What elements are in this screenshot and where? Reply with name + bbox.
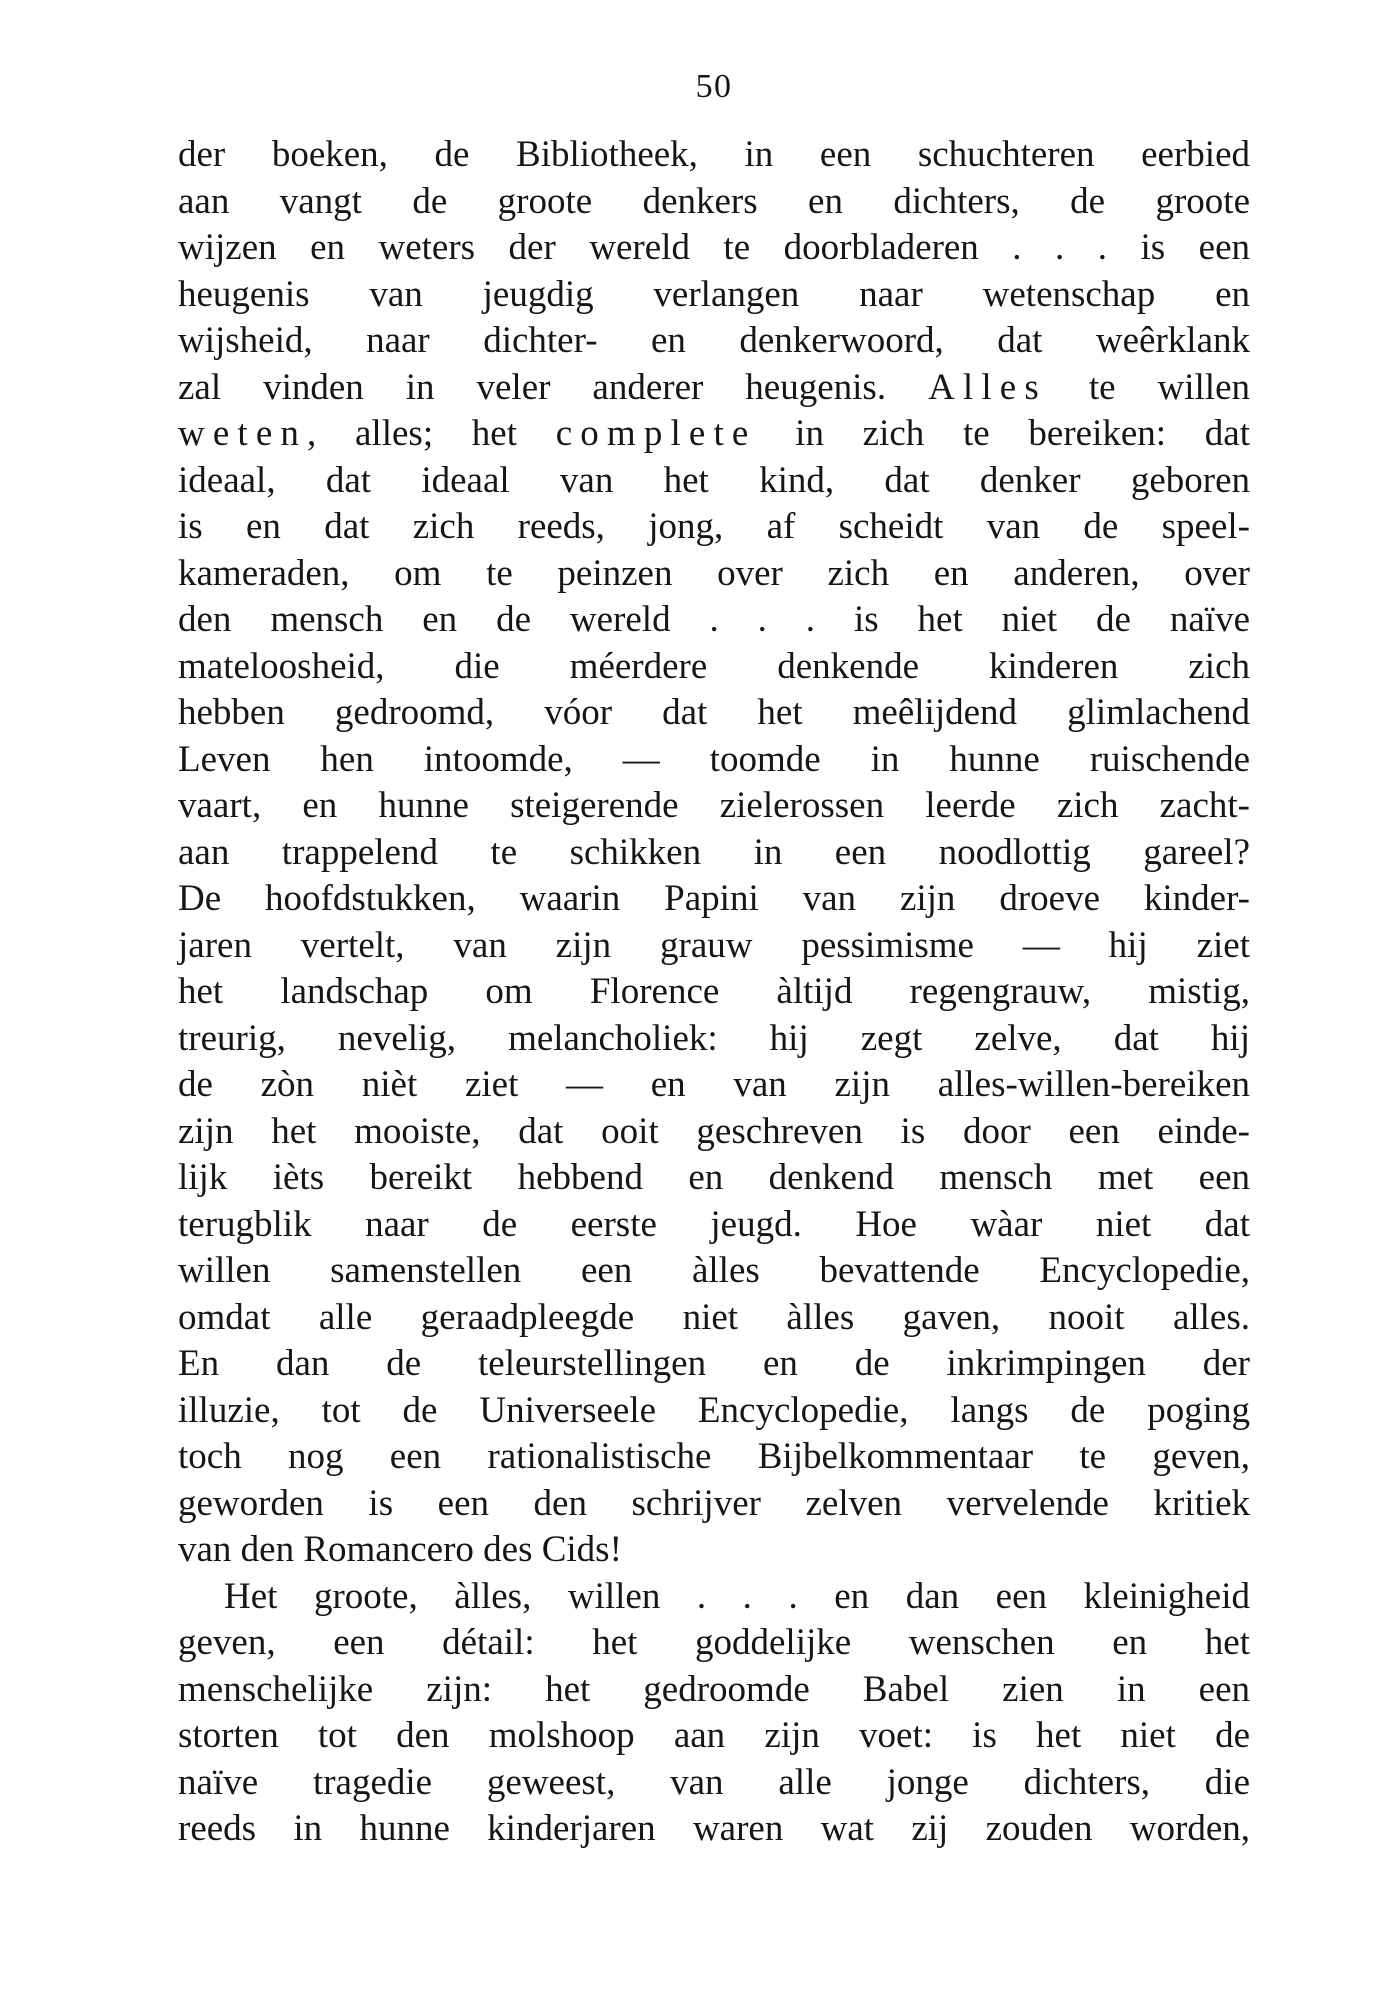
text-segment: Het groote, àlles, willen . . . en dan een kleinigheid — [224, 1575, 1250, 1617]
text-segment: de zòn nièt ziet — en van zijn alles-willen-bereiken — [178, 1064, 1250, 1105]
text-segment: den mensch en de wereld . . . is het niet de naïve — [178, 599, 1250, 640]
text-line — [178, 551, 1250, 598]
text-line — [178, 783, 1250, 830]
text-line — [178, 1341, 1250, 1388]
text-line — [178, 1620, 1250, 1667]
text-line — [178, 690, 1250, 737]
text-segment: Leven hen intoomde, — toomde in hunne ruischende — [178, 738, 1250, 780]
text-segment: aan vangt de groote denkers en dichters, de groote — [178, 180, 1250, 222]
text-line — [178, 1248, 1250, 1295]
text-segment: der boeken, de Bibliotheek, in een schuchteren eerbied — [178, 134, 1250, 175]
text-segment: wijzen en weters der wereld te doorbladeren . . . is een — [178, 227, 1250, 268]
page-number: 50 — [695, 68, 733, 105]
text-segment: toch nog een rationalistische Bijbelkommentaar te geven, — [178, 1436, 1250, 1477]
text-segment: mateloosheid, die méerdere denkende kinderen zich — [178, 645, 1250, 687]
text-line — [178, 1109, 1250, 1156]
text-segment: kameraden, om te peinzen over zich en anderen, over — [178, 552, 1250, 594]
text-line — [178, 225, 1250, 272]
text-segment: te willen — [1046, 366, 1250, 408]
text-segment: zijn het mooiste, dat ooit geschreven is door een einde- — [178, 1110, 1250, 1152]
text-segment: het landschap om Florence àltijd regengrauw, mistig, — [178, 971, 1250, 1012]
text-segment: , alles; het — [307, 413, 556, 454]
text-line — [178, 1062, 1250, 1109]
text-line — [178, 830, 1250, 877]
text-segment: omdat alle geraadpleegde niet àlles gaven, nooit alles. — [178, 1296, 1250, 1338]
text-segment: storten tot den molshoop aan zijn voet: is het niet de — [178, 1715, 1250, 1756]
text-segment: vaart, en hunne steigerende zielerossen leerde zich zacht- — [178, 785, 1250, 826]
text-line — [178, 179, 1250, 226]
text-line — [178, 1481, 1250, 1528]
text-line — [178, 1760, 1250, 1807]
text-line — [178, 318, 1250, 365]
text-line — [178, 1667, 1250, 1714]
text-segment: geven, een détail: het goddelijke wenschen en het — [178, 1622, 1250, 1663]
text-line — [178, 597, 1250, 644]
text-line — [178, 969, 1250, 1016]
text-segment: hebben gedroomd, vóor dat het meêlijdend glimlachend — [178, 692, 1250, 733]
text-line — [178, 737, 1250, 784]
text-line — [178, 504, 1250, 551]
text-line — [178, 1388, 1250, 1435]
text-line — [178, 458, 1250, 505]
text-segment: En dan de teleurstellingen en de inkrimpingen der — [178, 1343, 1250, 1384]
letterspaced-text: Alles — [928, 366, 1047, 408]
text-line — [178, 1202, 1250, 1249]
text-line — [178, 411, 1250, 458]
text-segment: in zich te bereiken: dat — [756, 413, 1250, 454]
text-line — [178, 272, 1250, 319]
text-line — [178, 365, 1250, 412]
letterspaced-text: complete — [555, 413, 757, 454]
text-segment: ideaal, dat ideaal van het kind, dat denker geboren — [178, 459, 1250, 501]
text-line — [178, 923, 1250, 970]
text-block — [178, 132, 1250, 1853]
text-segment: jaren vertelt, van zijn grauw pessimisme — hij ziet — [178, 924, 1250, 966]
text-segment: terugblik naar de eerste jeugd. Hoe wàar niet dat — [178, 1203, 1250, 1245]
text-segment: wijsheid, naar dichter- en denkerwoord, dat weêrklank — [178, 320, 1250, 361]
text-segment: geworden is een den schrijver zelven vervelende kritiek — [178, 1482, 1250, 1524]
text-segment: willen samenstellen een àlles bevattende Encyclopedie, — [178, 1250, 1250, 1291]
text-segment: De hoofdstukken, waarin Papini van zijn droeve kinder- — [178, 878, 1250, 919]
text-segment: lijk ièts bereikt hebbend en denkend mensch met een — [178, 1157, 1250, 1198]
text-segment: naïve tragedie geweest, van alle jonge dichters, die — [178, 1761, 1250, 1803]
text-line — [178, 644, 1250, 691]
text-line — [178, 1527, 1250, 1574]
text-segment: reeds in hunne kinderjaren waren wat zij zouden worden, — [178, 1808, 1250, 1849]
text-line — [178, 1016, 1250, 1063]
text-segment: zal vinden in veler anderer heugenis. — [178, 366, 929, 408]
text-line — [178, 1295, 1250, 1342]
text-segment: is en dat zich reeds, jong, af scheidt van de speel- — [178, 506, 1250, 547]
text-line — [178, 1806, 1250, 1853]
text-segment: van den Romancero des Cids! — [178, 1529, 622, 1570]
text-line — [178, 1574, 1250, 1621]
text-segment: aan trappelend te schikken in een noodlottig gareel? — [178, 831, 1250, 873]
text-segment: menschelijke zijn: het gedroomde Babel zien in een — [178, 1668, 1250, 1710]
letterspaced-text: weten — [178, 413, 308, 454]
text-line — [178, 132, 1250, 179]
text-line — [178, 1434, 1250, 1481]
paragraph — [178, 132, 1250, 1574]
text-line — [178, 876, 1250, 923]
text-line — [178, 1155, 1250, 1202]
paragraph — [178, 1574, 1250, 1853]
text-segment: heugenis van jeugdig verlangen naar wetenschap en — [178, 273, 1250, 315]
text-segment: illuzie, tot de Universeele Encyclopedie, langs de poging — [178, 1389, 1250, 1431]
text-segment: treurig, nevelig, melancholiek: hij zegt zelve, dat hij — [178, 1017, 1250, 1059]
text-line — [178, 1713, 1250, 1760]
